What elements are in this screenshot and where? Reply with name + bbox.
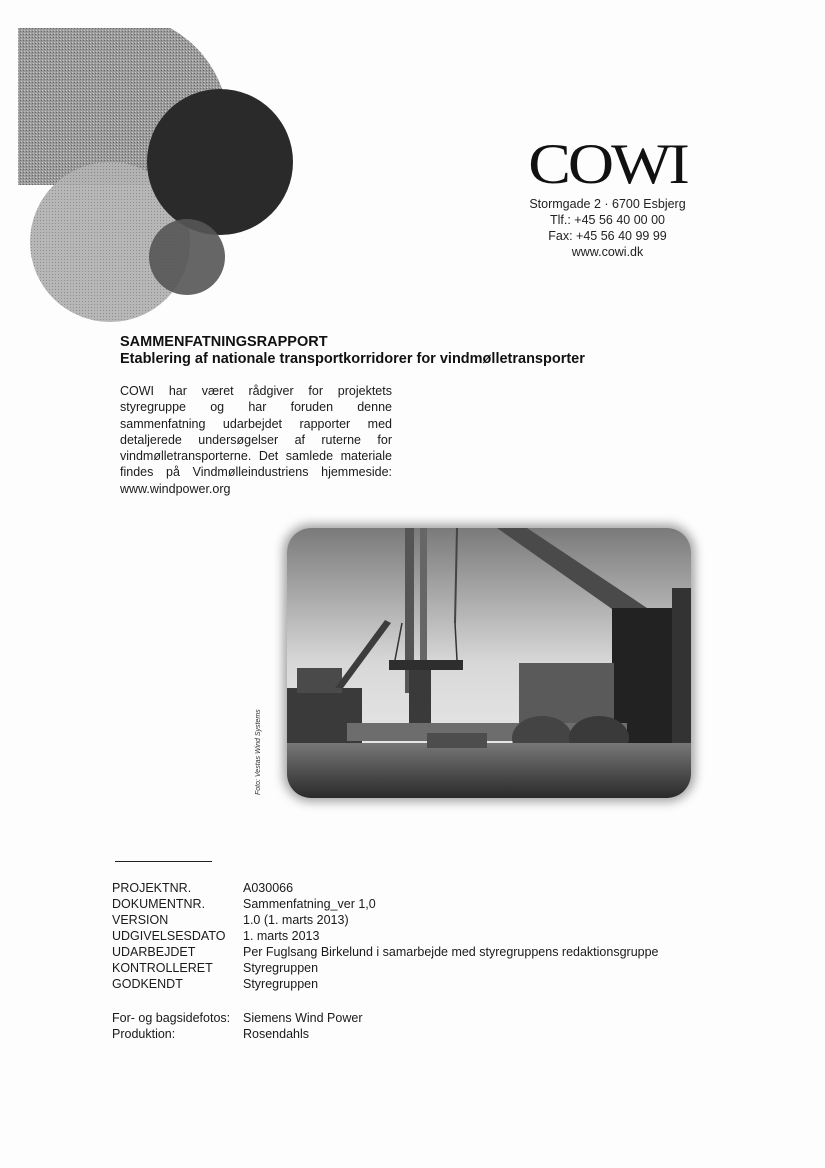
meta-label: DOKUMENTNR. xyxy=(112,897,206,911)
meta-row xyxy=(112,912,659,928)
cowi-logo: COWI xyxy=(528,131,687,196)
meta-row xyxy=(112,976,659,992)
meta-label: KONTROLLERET xyxy=(112,961,213,975)
meta-label: PROJEKTNR. xyxy=(112,881,192,895)
meta-value: Sammenfatning_ver 1,0 xyxy=(243,897,376,911)
small-circle xyxy=(149,219,225,295)
meta-row xyxy=(112,928,659,944)
decorative-circles xyxy=(0,0,320,330)
document-metadata xyxy=(112,880,659,992)
divider-rule xyxy=(115,861,212,862)
meta-value: A030066 xyxy=(243,881,294,895)
harbor-photo xyxy=(287,528,691,798)
intro-paragraph: COWI har været rådgiver for projektets styregruppe og har foruden denne sammenfatning udarbejdet rapporter med detaljerede undersøgelser af ruterne for vindmølletransporterne. Det samlede materiale findes på Vindmølleindustriens hjemmeside: www.windpower.org xyxy=(120,384,392,496)
company-block xyxy=(520,132,695,260)
address-street: Stormgade 2 · 6700 Esbjerg xyxy=(529,197,686,211)
meta-value: Styregruppen xyxy=(243,961,319,975)
meta-value: Styregruppen xyxy=(243,977,319,991)
production-value: Rosendahls xyxy=(243,1027,310,1041)
production-row xyxy=(112,1010,363,1026)
address-web[interactable]: www.cowi.dk xyxy=(571,245,644,259)
photo-illustration xyxy=(287,528,691,798)
photo-credit: Foto: Vestas Wind Systems xyxy=(255,709,262,795)
production-value: Siemens Wind Power xyxy=(243,1011,363,1025)
meta-label: UDGIVELSESDATO xyxy=(112,929,226,943)
meta-row xyxy=(112,896,659,912)
meta-value: Per Fuglsang Birkelund i samarbejde med styregruppens redaktionsgruppe xyxy=(243,945,659,959)
production-label: For- og bagsidefotos: xyxy=(112,1011,231,1025)
meta-label: UDARBEJDET xyxy=(112,945,196,959)
report-title: SAMMENFATNINGSRAPPORT xyxy=(120,334,328,350)
dark-circle xyxy=(147,89,293,235)
meta-value: 1.0 (1. marts 2013) xyxy=(243,913,349,927)
meta-row xyxy=(112,944,659,960)
meta-row xyxy=(112,880,659,896)
meta-label: VERSION xyxy=(112,913,169,927)
production-label: Produktion: xyxy=(112,1027,176,1041)
address-phone: Tlf.: +45 56 40 00 00 xyxy=(549,213,665,227)
meta-value: 1. marts 2013 xyxy=(243,929,320,943)
meta-row xyxy=(112,960,659,976)
meta-label: GODKENDT xyxy=(112,977,183,991)
report-subtitle: Etablering af nationale transportkorridorer for vindmølletransporter xyxy=(120,351,585,367)
address-fax: Fax: +45 56 40 99 99 xyxy=(548,229,667,243)
production-row xyxy=(112,1026,363,1042)
production-credits xyxy=(112,1010,363,1042)
